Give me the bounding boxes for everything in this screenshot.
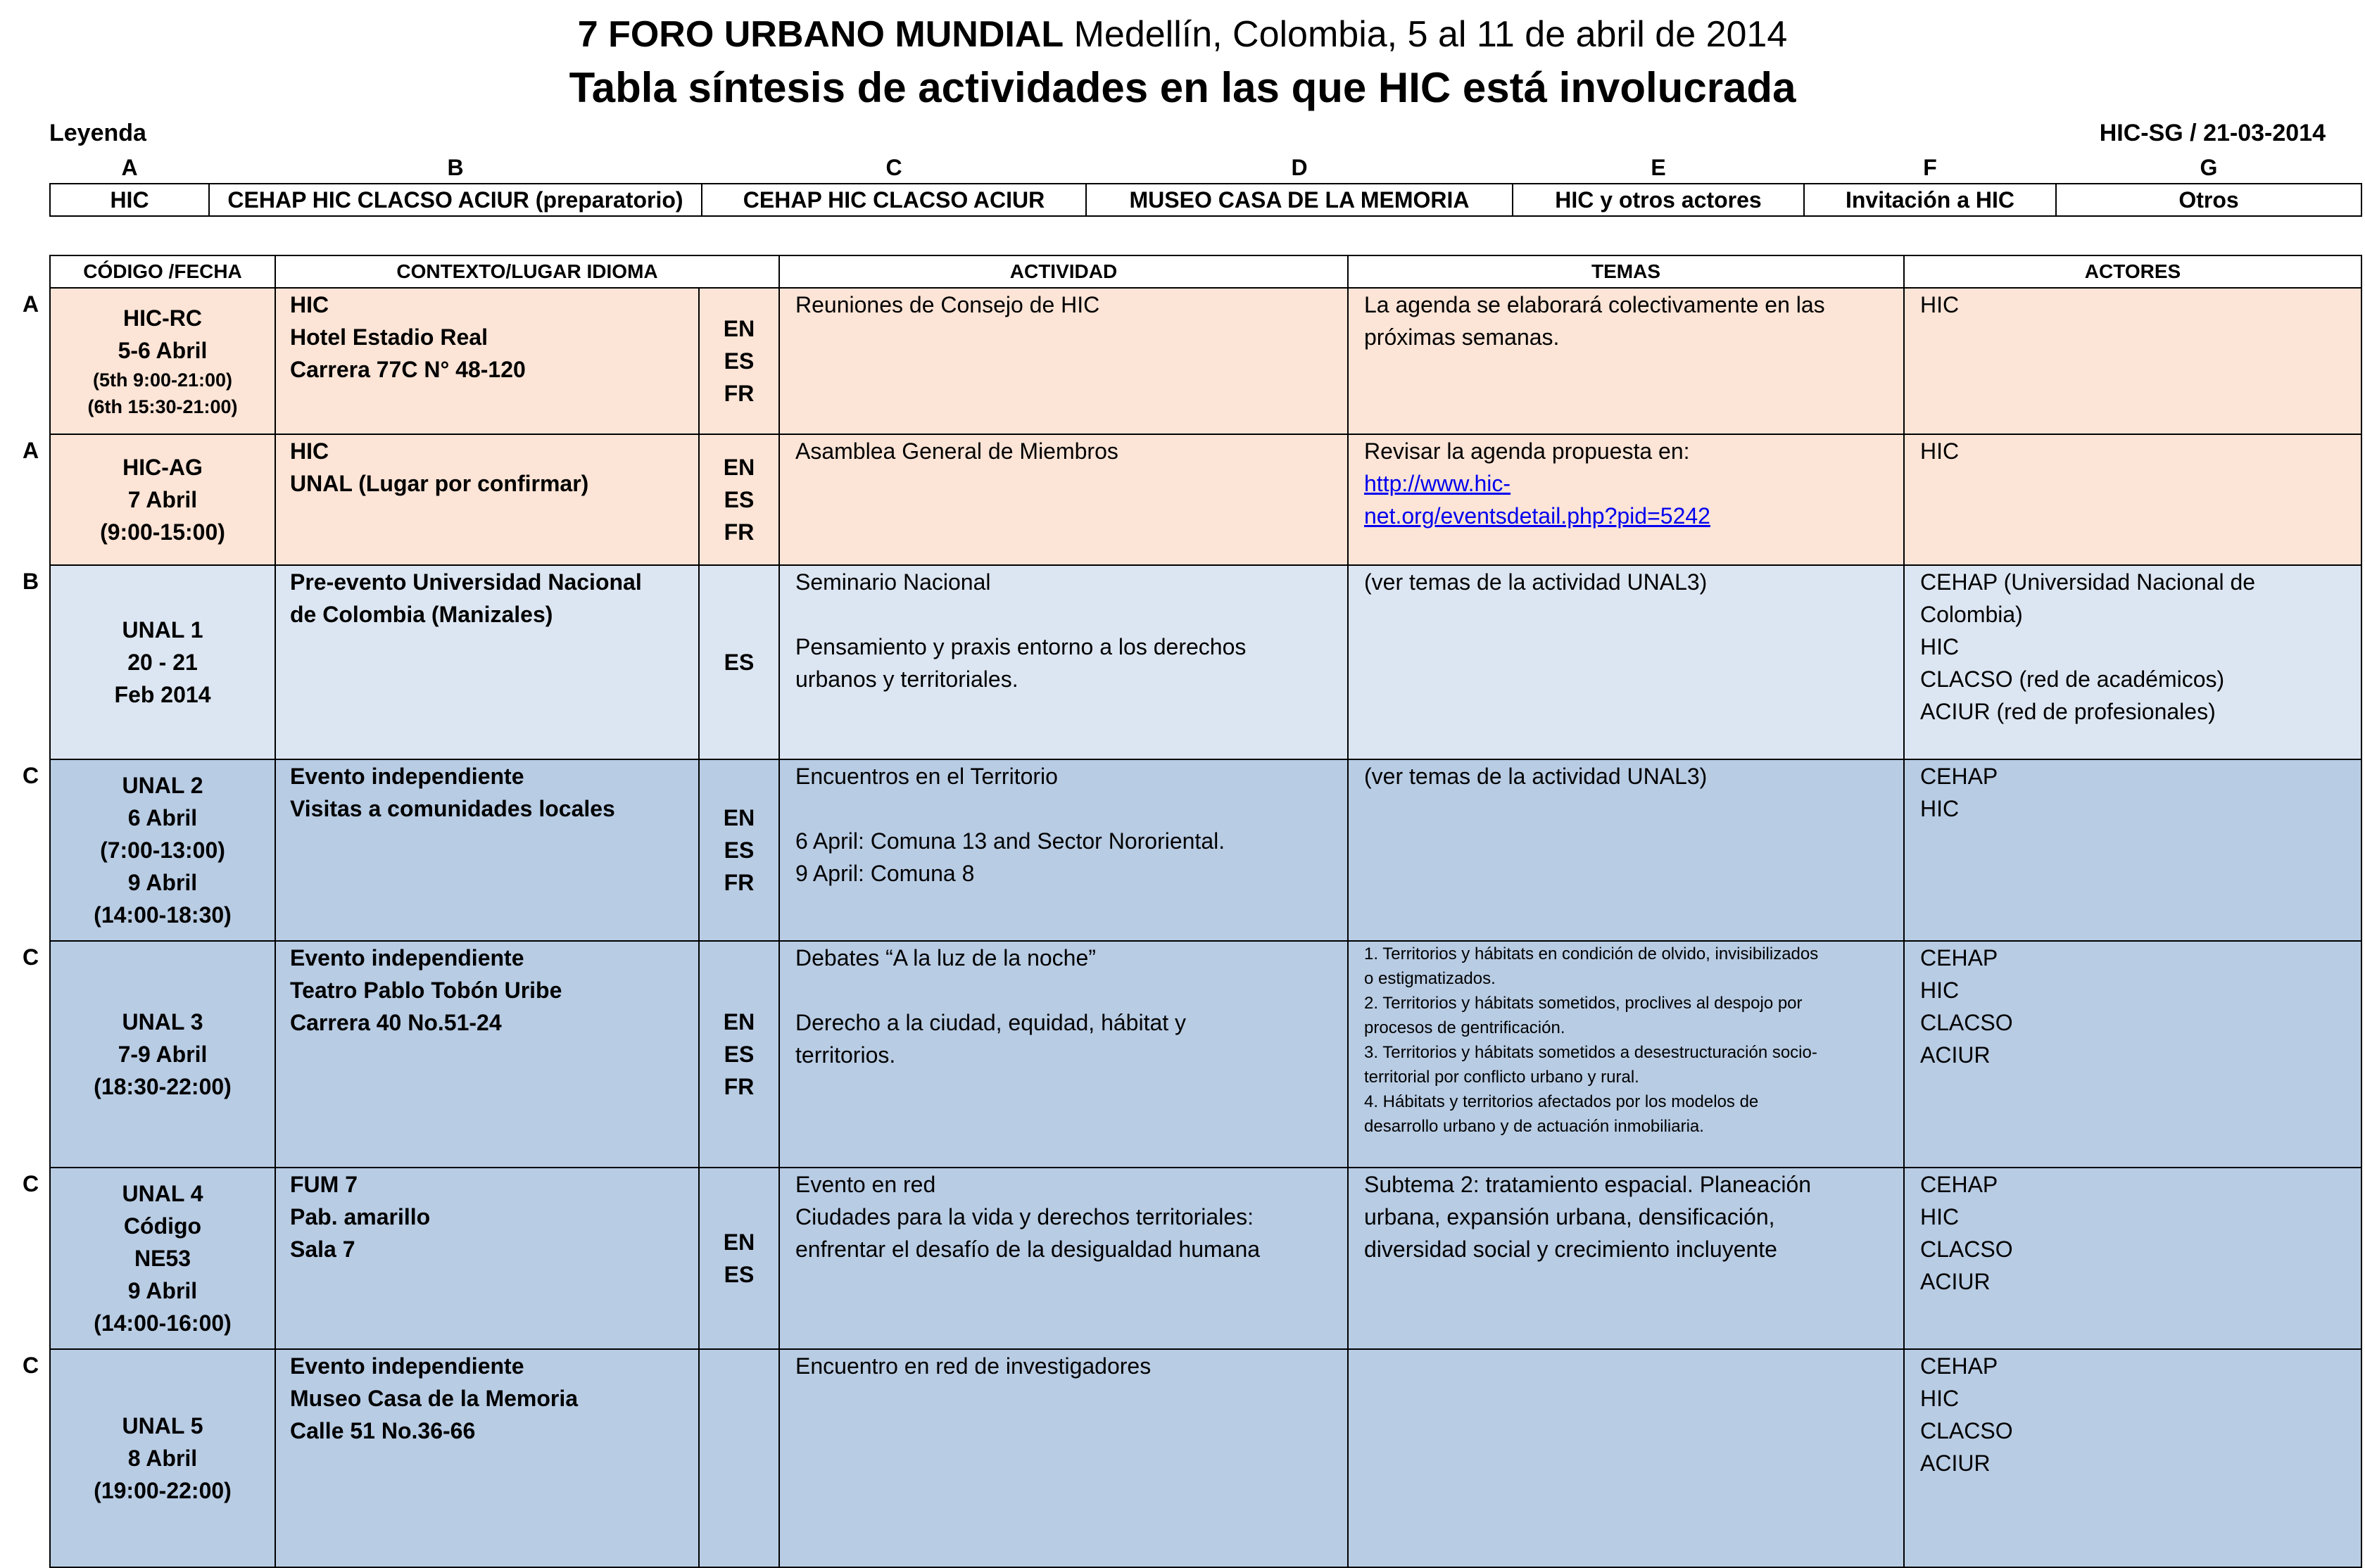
cell-line: HIC (290, 292, 329, 317)
cell-actores (1904, 434, 2361, 565)
cell-line: CEHAP (1920, 1172, 1998, 1197)
cell-contexto (275, 434, 699, 565)
cell-line: ES (724, 837, 755, 863)
column-header-codigo: CÓDIGO /FECHA (50, 255, 275, 288)
cell-line: HIC (1920, 438, 1960, 464)
legend-name-f: Invitación a HIC (1804, 184, 2056, 216)
cell-line: Subtema 2: tratamiento espacial. Planeación (1364, 1172, 1812, 1197)
cell-temas (1348, 1349, 1904, 1567)
cell-line: próximas semanas. (1364, 324, 1560, 350)
cell-line: Revisar la agenda propuesta en: (1364, 438, 1690, 464)
cell-line: de Colombia (Manizales) (290, 602, 553, 627)
legend-table (49, 152, 2362, 217)
cell-line: HIC (1920, 292, 1960, 317)
cell-line: Sala 7 (290, 1237, 355, 1262)
cell-line: ES (724, 487, 755, 512)
activities-table (49, 255, 2362, 1568)
cell-actividad (779, 1349, 1348, 1567)
cell-contexto (275, 1349, 699, 1567)
cell-line: (7:00-13:00) (100, 837, 225, 863)
cell-line: EN (723, 805, 755, 830)
legend-name-g: Otros (2056, 184, 2361, 216)
column-header-contexto: CONTEXTO/LUGAR IDIOMA (275, 255, 779, 288)
cell-actividad (779, 759, 1348, 941)
cell-contexto (275, 941, 699, 1168)
cell-line: Asamblea General de Miembros (795, 438, 1118, 464)
document-subtitle: Tabla síntesis de actividades en las que HIC está involucrada (569, 64, 1796, 111)
legend-letter-d: D (1291, 154, 1308, 180)
legend-name-d: MUSEO CASA DE LA MEMORIA (1086, 184, 1513, 216)
row-category-letter: C (23, 1171, 39, 1196)
cell-actores (1904, 1349, 2361, 1567)
cell-line: (6th 15:30-21:00) (87, 396, 238, 417)
cell-line: ACIUR (1920, 1042, 1991, 1068)
cell-line: CLACSO (red de académicos) (1920, 666, 2225, 692)
cell-codigo-fecha (50, 941, 275, 1168)
cell-line: 7-9 Abril (118, 1042, 208, 1067)
cell-actividad (779, 434, 1348, 565)
cell-line: Reuniones de Consejo de HIC (795, 292, 1100, 317)
cell-contexto (275, 288, 699, 434)
cell-line: 6 April: Comuna 13 and Sector Nororiental. (795, 828, 1225, 854)
table-row (50, 565, 2361, 759)
cell-line: UNAL 1 (122, 617, 203, 643)
cell-line: Encuentros en el Territorio (795, 764, 1058, 789)
cell-idioma (699, 941, 779, 1168)
cell-line: EN (723, 1229, 755, 1255)
cell-line: Visitas a comunidades locales (290, 796, 615, 821)
legend-letter-b: B (447, 154, 464, 180)
cell-line: Encuentro en red de investigadores (795, 1353, 1152, 1379)
cell-line: (19:00-22:00) (94, 1478, 232, 1503)
cell-line: 7 Abril (127, 487, 198, 512)
cell-contexto (275, 565, 699, 759)
cell-line: Carrera 77C N° 48-120 (290, 357, 526, 382)
cell-line: procesos de gentrificación. (1364, 1018, 1565, 1037)
cell-line: CLACSO (1920, 1237, 2013, 1262)
legend-letter-g: G (2200, 154, 2218, 180)
cell-line (795, 792, 1332, 825)
legend-letter-e: E (1651, 154, 1666, 180)
cell-line: CEHAP (1920, 945, 1998, 970)
cell-line: FUM 7 (290, 1172, 358, 1197)
document-reference: HIC-SG / 21-03-2014 (2099, 120, 2326, 146)
cell-idioma (699, 434, 779, 565)
cell-actores (1904, 941, 2361, 1168)
legend-letter-c: C (885, 154, 902, 180)
cell-line: HIC-RC (123, 305, 202, 331)
cell-line: ES (724, 348, 755, 374)
cell-line: CEHAP (1920, 1353, 1998, 1379)
cell-line: Seminario Nacional (795, 569, 991, 595)
cell-line: UNAL (Lugar por confirmar) (290, 471, 589, 496)
cell-line: Colombia) (1920, 602, 2023, 627)
cell-line: Derecho a la ciudad, equidad, hábitat y (795, 1010, 1187, 1035)
cell-idioma (699, 1168, 779, 1349)
cell-actores (1904, 1168, 2361, 1349)
table-row (50, 759, 2361, 941)
cell-line: HIC (1920, 978, 1960, 1003)
column-header-temas: TEMAS (1348, 255, 1904, 288)
cell-line: Ciudades para la vida y derechos territoriales: (795, 1204, 1254, 1229)
cell-line: EN (723, 316, 755, 341)
agenda-link[interactable]: net.org/eventsdetail.php?pid=5242 (1364, 503, 1710, 529)
cell-line: HIC (1920, 796, 1960, 821)
legend-name-c: CEHAP HIC CLACSO ACIUR (702, 184, 1086, 216)
cell-codigo-fecha (50, 1349, 275, 1567)
cell-contexto (275, 1168, 699, 1349)
cell-line: ACIUR (red de profesionales) (1920, 699, 2216, 724)
legend-label: Leyenda (49, 120, 146, 146)
cell-temas (1348, 288, 1904, 434)
cell-line: Debates “A la luz de la noche” (795, 945, 1096, 970)
cell-line: 4. Hábitats y territorios afectados por los modelos de (1364, 1092, 1759, 1111)
cell-line: CLACSO (1920, 1418, 2013, 1443)
cell-temas (1348, 434, 1904, 565)
row-category-letter: A (23, 438, 39, 463)
cell-line: ES (724, 650, 755, 675)
row-category-letter: B (23, 569, 39, 594)
table-row (50, 1349, 2361, 1567)
row-category-letter: A (23, 291, 39, 317)
cell-line: (ver temas de la actividad UNAL3) (1364, 764, 1708, 789)
legend-name-e: HIC y otros actores (1513, 184, 1804, 216)
cell-line: UNAL 4 (122, 1181, 203, 1206)
cell-line (795, 974, 1332, 1006)
cell-line: 9 Abril (127, 870, 198, 895)
cell-actividad (779, 1168, 1348, 1349)
cell-line: NE53 (134, 1246, 191, 1271)
cell-line: UNAL 3 (122, 1009, 203, 1035)
cell-line: UNAL 5 (122, 1413, 203, 1439)
cell-codigo-fecha (50, 565, 275, 759)
cell-line: desarrollo urbano y de actuación inmobiliaria. (1364, 1117, 1704, 1136)
table-row (50, 1168, 2361, 1349)
cell-line (795, 598, 1332, 631)
cell-actores (1904, 288, 2361, 434)
cell-line: Código (123, 1213, 202, 1239)
cell-idioma (699, 759, 779, 941)
cell-line: (18:30-22:00) (94, 1074, 232, 1099)
cell-line: EN (723, 1009, 755, 1035)
column-header-actividad: ACTIVIDAD (779, 255, 1348, 288)
cell-line: 6 Abril (127, 805, 198, 830)
legend-name-a: HIC (50, 184, 209, 216)
cell-line: Pensamiento y praxis entorno a los derechos (795, 634, 1247, 659)
cell-line: HIC (1920, 634, 1960, 659)
cell-line: Carrera 40 No.51-24 (290, 1010, 502, 1035)
legend-letter-f: F (1923, 154, 1937, 180)
cell-line: o estigmatizados. (1364, 969, 1496, 988)
legend-name-b: CEHAP HIC CLACSO ACIUR (preparatorio) (209, 184, 702, 216)
cell-line: enfrentar el desafío de la desigualdad humana (795, 1237, 1261, 1262)
cell-line: (ver temas de la actividad UNAL3) (1364, 569, 1708, 595)
cell-line: Museo Casa de la Memoria (290, 1386, 579, 1411)
cell-line: FR (724, 1074, 755, 1099)
cell-line: (9:00-15:00) (100, 519, 225, 545)
cell-temas (1348, 1168, 1904, 1349)
cell-line: Pab. amarillo (290, 1204, 431, 1229)
cell-line: HIC (1920, 1386, 1960, 1411)
cell-line: CEHAP (Universidad Nacional de (1920, 569, 2256, 595)
cell-codigo-fecha (50, 434, 275, 565)
cell-line: 5-6 Abril (118, 338, 208, 363)
cell-temas (1348, 759, 1904, 941)
cell-line: HIC-AG (122, 455, 203, 480)
cell-line: 2. Territorios y hábitats sometidos, proclives al despojo por (1364, 994, 1803, 1013)
cell-line: 9 Abril (127, 1278, 198, 1303)
cell-idioma (699, 288, 779, 434)
cell-line: diversidad social y crecimiento incluyente (1364, 1237, 1777, 1262)
cell-temas (1348, 565, 1904, 759)
cell-line: ACIUR (1920, 1269, 1991, 1294)
cell-line: 8 Abril (127, 1446, 198, 1471)
cell-contexto (275, 759, 699, 941)
cell-line: La agenda se elaborará colectivamente en las (1364, 292, 1825, 317)
cell-line: FR (724, 519, 755, 545)
cell-line: urbana, expansión urbana, densificación, (1364, 1204, 1775, 1229)
row-category-letter: C (23, 1353, 39, 1378)
cell-line: (14:00-18:30) (94, 902, 232, 928)
table-row (50, 941, 2361, 1168)
table-row (50, 434, 2361, 565)
cell-idioma (699, 1349, 779, 1567)
row-category-letter: C (23, 763, 39, 788)
cell-line: Evento en red (795, 1172, 936, 1197)
cell-line: FR (724, 870, 755, 895)
cell-actividad (779, 941, 1348, 1168)
document-title: 7 FORO URBANO MUNDIAL Medellín, Colombia, 5 al 11 de abril de 2014 (577, 14, 1788, 55)
cell-line: CEHAP (1920, 764, 1998, 789)
cell-line: Evento independiente (290, 945, 524, 970)
legend-letter-a: A (121, 154, 138, 180)
cell-line: Calle 51 No.36-66 (290, 1418, 476, 1443)
row-category-letter: C (23, 944, 39, 970)
cell-line: Evento independiente (290, 764, 524, 789)
cell-line: territorios. (795, 1042, 896, 1068)
cell-actividad (779, 288, 1348, 434)
cell-idioma (699, 565, 779, 759)
cell-temas (1348, 941, 1904, 1168)
cell-codigo-fecha (50, 759, 275, 941)
cell-line: FR (724, 381, 755, 406)
cell-line: territorial por conflicto urbano y rural. (1364, 1068, 1639, 1087)
cell-line: ES (724, 1042, 755, 1067)
cell-line: UNAL 2 (122, 773, 203, 798)
cell-line: urbanos y territoriales. (795, 666, 1018, 692)
agenda-link[interactable]: http://www.hic- (1364, 471, 1511, 496)
cell-line: CLACSO (1920, 1010, 2013, 1035)
cell-line: 20 - 21 (127, 650, 198, 675)
cell-line: ACIUR (1920, 1450, 1991, 1476)
cell-line: 9 April: Comuna 8 (795, 861, 975, 886)
table-row (50, 288, 2361, 434)
cell-line: Pre-evento Universidad Nacional (290, 569, 642, 595)
cell-line: EN (723, 455, 755, 480)
cell-line: (5th 9:00-21:00) (92, 369, 233, 391)
cell-actores (1904, 565, 2361, 759)
cell-actividad (779, 565, 1348, 759)
cell-line: HIC (290, 438, 329, 464)
column-header-actores: ACTORES (1904, 255, 2361, 288)
cell-line: Evento independiente (290, 1353, 524, 1379)
cell-line: (14:00-16:00) (94, 1310, 232, 1336)
cell-line: HIC (1920, 1204, 1960, 1229)
cell-actores (1904, 759, 2361, 941)
cell-line: Feb 2014 (114, 682, 211, 707)
cell-line: Teatro Pablo Tobón Uribe (290, 978, 562, 1003)
cell-line: 1. Territorios y hábitats en condición de olvido, invisibilizados (1364, 944, 1819, 963)
cell-codigo-fecha (50, 1168, 275, 1349)
cell-line: 3. Territorios y hábitats sometidos a desestructuración socio- (1364, 1043, 1817, 1062)
cell-codigo-fecha (50, 288, 275, 434)
cell-line: ES (724, 1262, 755, 1287)
cell-line: Hotel Estadio Real (290, 324, 488, 350)
